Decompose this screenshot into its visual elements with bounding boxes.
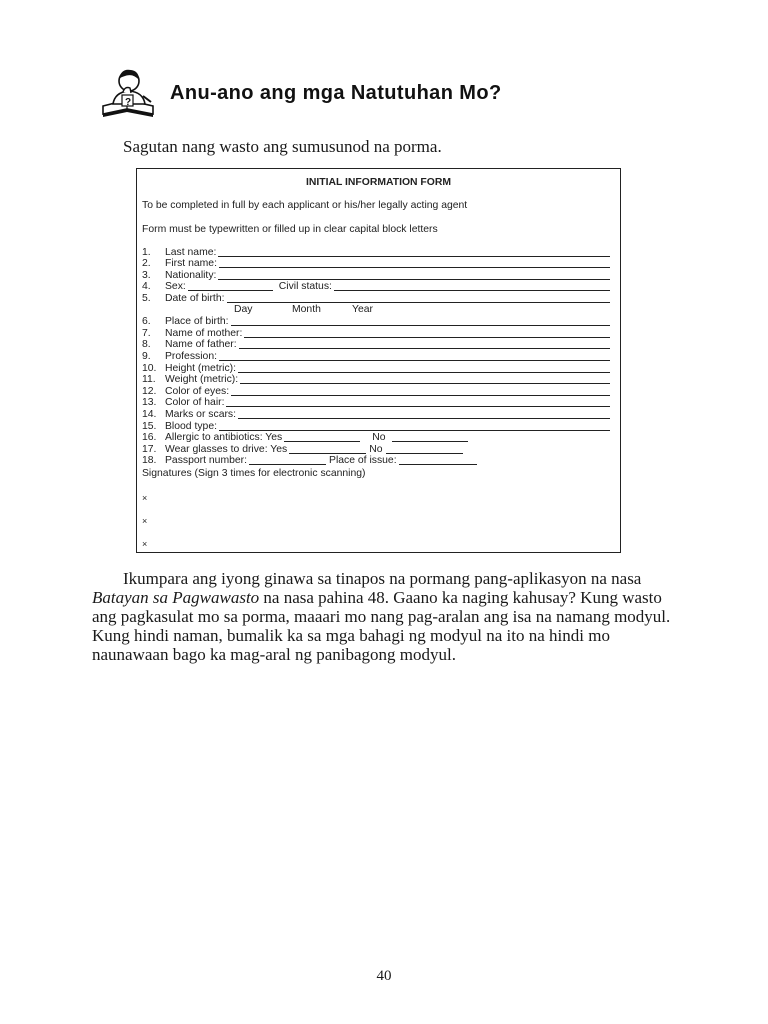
date-parts [142, 304, 610, 316]
field-name-of-mother[interactable]: 7. Name of mother: [142, 327, 610, 339]
nationality-line[interactable] [218, 271, 610, 280]
field-color-of-eyes[interactable]: 12. Color of eyes: [142, 385, 610, 397]
day-label: Day [234, 303, 253, 315]
height-line[interactable] [238, 364, 610, 373]
reference-title: Batayan sa Pagwawasto [92, 588, 260, 607]
form-fields [142, 246, 610, 466]
svg-text:?: ? [125, 97, 132, 108]
field-passport[interactable]: 18. Passport number: Place of issue: [142, 455, 610, 467]
field-blood-type[interactable]: 15. Blood type: [142, 420, 610, 432]
allergic-yes-line[interactable] [284, 433, 360, 442]
blood-type-line[interactable] [219, 422, 610, 431]
instruction-text: Sagutan nang wasto ang sumusunod na porma. [123, 137, 442, 156]
field-weight[interactable]: 11. Weight (metric): [142, 374, 610, 386]
glasses-no-line[interactable] [386, 445, 463, 454]
year-label: Year [352, 303, 373, 315]
field-height[interactable]: 10. Height (metric): [142, 362, 610, 374]
form-note: Form must be typewritten or filled up in clear capital block letters [142, 224, 438, 235]
last-name-line[interactable] [218, 248, 610, 257]
page-number: 40 [376, 968, 392, 984]
field-last-name[interactable]: 1. Last name: [142, 246, 610, 258]
name-of-father-line[interactable] [239, 340, 610, 349]
date-of-birth-line[interactable] [227, 294, 611, 303]
form-note: To be completed in full by each applicant or his/her legally acting agent [142, 200, 468, 211]
page-title: Anu-ano ang mga Natutuhan Mo? [170, 82, 502, 104]
field-nationality[interactable]: 3. Nationality: [142, 269, 610, 281]
profession-line[interactable] [219, 352, 610, 361]
month-label: Month [292, 303, 321, 315]
student-thinking-icon [99, 62, 161, 124]
signature-mark[interactable]: × [142, 516, 148, 526]
field-color-of-hair[interactable]: 13. Color of hair: [142, 397, 610, 409]
form-title: INITIAL INFORMATION FORM [305, 177, 452, 188]
sex-line[interactable] [188, 282, 273, 291]
weight-line[interactable] [240, 375, 610, 384]
signature-mark[interactable]: × [142, 493, 148, 503]
initial-information-form [136, 168, 621, 553]
field-sex-civil-status[interactable]: 4. Sex: Civil status: [142, 281, 610, 293]
field-first-name[interactable]: 2. First name: [142, 258, 610, 270]
glasses-yes-line[interactable] [289, 445, 366, 454]
place-of-birth-line[interactable] [231, 317, 610, 326]
first-name-line[interactable] [219, 259, 610, 268]
place-of-issue-line[interactable] [399, 456, 477, 465]
passport-number-line[interactable] [249, 456, 326, 465]
signatures-label: Signatures (Sign 3 times for electronic scanning) [142, 468, 366, 479]
marks-or-scars-line[interactable] [238, 410, 610, 419]
field-name-of-father[interactable]: 8. Name of father: [142, 339, 610, 351]
color-of-hair-line[interactable] [226, 398, 610, 407]
field-place-of-birth[interactable]: 6. Place of birth: [142, 316, 610, 328]
field-allergic-to-antibiotics[interactable]: 16. Allergic to antibiotics: Yes No [142, 432, 610, 444]
signature-mark[interactable]: × [142, 539, 148, 549]
color-of-eyes-line[interactable] [231, 387, 610, 396]
field-marks-or-scars[interactable]: 14. Marks or scars: [142, 408, 610, 420]
name-of-mother-line[interactable] [244, 329, 610, 338]
closing-paragraph: Ikumpara ang iyong ginawa sa tinapos na pormang pang-aplikasyon na nasa Batayan sa Pagwawasto na nasa pahina 48. Gaano ka naging kahusay? Kung wasto ang pagkasulat mo sa porma, maaari mo nang pag-aralan ang isa na namang modyul. Kung hindi naman, bumalik ka sa mga bahagi ng modyul na ito na hindi mo naunawaan bago ka mag-aral ng panibagong modyul. [92, 569, 671, 664]
allergic-no-line[interactable] [392, 433, 468, 442]
field-profession[interactable]: 9. Profession: [142, 350, 610, 362]
civil-status-line[interactable] [334, 282, 610, 291]
field-date-of-birth[interactable]: 5. Date of birth: [142, 292, 610, 304]
field-wear-glasses[interactable]: 17. Wear glasses to drive: Yes No [142, 443, 610, 455]
